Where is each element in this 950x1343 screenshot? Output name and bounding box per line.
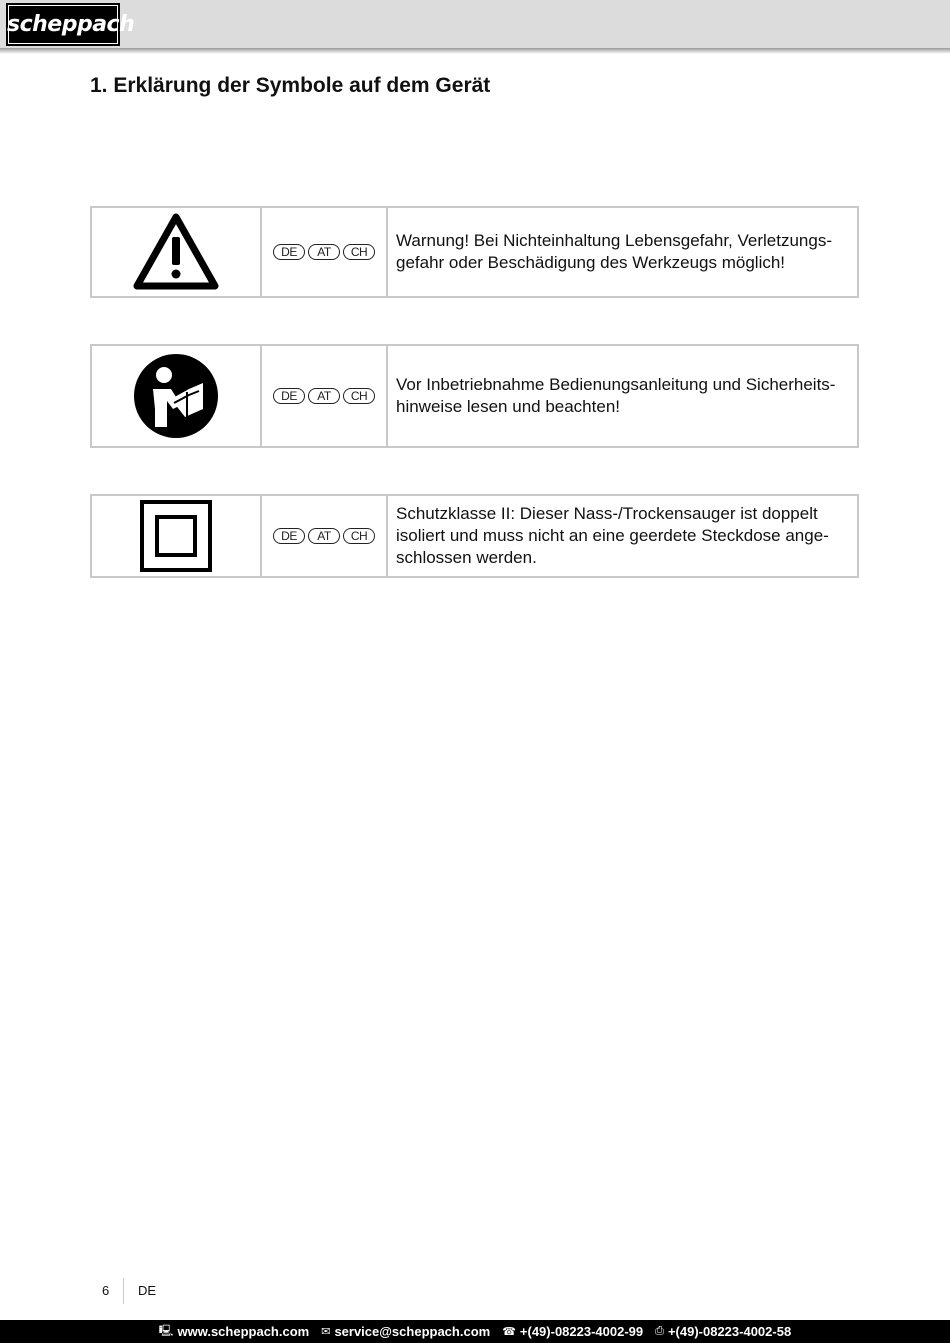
symbol-row-manual bbox=[90, 344, 859, 448]
symbol-description-text: Schutzklasse II: Dieser Nass-/Trockensauger ist doppelt isoliert und muss nicht an eine geerdete Steckdose ange-schlossen werden. bbox=[396, 504, 829, 567]
read-manual-icon bbox=[133, 353, 219, 439]
scheppach-logo: scheppach bbox=[6, 3, 120, 46]
symbol-icon-cell bbox=[92, 496, 262, 576]
page-title: 1. Erklärung der Symbole auf dem Gerät bbox=[90, 74, 491, 97]
footer-divider bbox=[123, 1278, 124, 1304]
phone-icon: ☎ bbox=[502, 1326, 516, 1338]
symbol-description-text: Vor Inbetriebnahme Bedienungsanleitung und Sicherheits-hinweise lesen und beachten! bbox=[396, 375, 836, 416]
fax-icon: ⎙ bbox=[655, 1325, 664, 1337]
website-link[interactable]: www.scheppach.com bbox=[177, 1324, 310, 1339]
symbol-description bbox=[388, 496, 857, 576]
header-shadow bbox=[0, 48, 950, 54]
phone-number: +(49)-08223-4002-99 bbox=[519, 1324, 644, 1339]
symbol-description-text: Warnung! Bei Nichteinhaltung Lebensgefahr, Verletzungs-gefahr oder Beschädigung des Werkzeugs möglich! bbox=[396, 231, 832, 272]
country-codes bbox=[262, 496, 388, 576]
country-badge-de: DE bbox=[273, 244, 305, 260]
email-link[interactable]: service@scheppach.com bbox=[334, 1324, 491, 1339]
warning-triangle-icon bbox=[133, 213, 219, 291]
symbol-row-protection-class bbox=[90, 494, 859, 578]
page-number: 6 bbox=[102, 1283, 110, 1298]
computer-icon: 🖳 bbox=[158, 1325, 174, 1337]
page-header bbox=[0, 0, 950, 48]
country-badge-ch: CH bbox=[343, 388, 375, 404]
language-code: DE bbox=[138, 1283, 157, 1298]
symbol-icon-cell bbox=[92, 346, 262, 446]
symbol-icon-cell bbox=[92, 208, 262, 296]
country-badge-at: AT bbox=[308, 528, 340, 544]
country-codes bbox=[262, 208, 388, 296]
symbol-description bbox=[388, 346, 857, 446]
fax-number: +(49)-08223-4002-58 bbox=[667, 1324, 792, 1339]
country-badge-at: AT bbox=[308, 388, 340, 404]
country-badge-de: DE bbox=[273, 528, 305, 544]
country-badge-de: DE bbox=[273, 388, 305, 404]
country-badge-ch: CH bbox=[343, 528, 375, 544]
country-badge-ch: CH bbox=[343, 244, 375, 260]
envelope-icon: ✉ bbox=[321, 1326, 331, 1338]
protection-class-ii-icon bbox=[140, 500, 212, 572]
phone-contact bbox=[502, 1324, 643, 1339]
symbol-description bbox=[388, 208, 857, 296]
website-contact[interactable] bbox=[159, 1322, 309, 1341]
contact-bar bbox=[0, 1320, 950, 1343]
symbol-row-warning bbox=[90, 206, 859, 298]
fax-contact bbox=[655, 1324, 791, 1339]
country-badge-at: AT bbox=[308, 244, 340, 260]
email-contact[interactable] bbox=[321, 1324, 490, 1339]
country-codes bbox=[262, 346, 388, 446]
